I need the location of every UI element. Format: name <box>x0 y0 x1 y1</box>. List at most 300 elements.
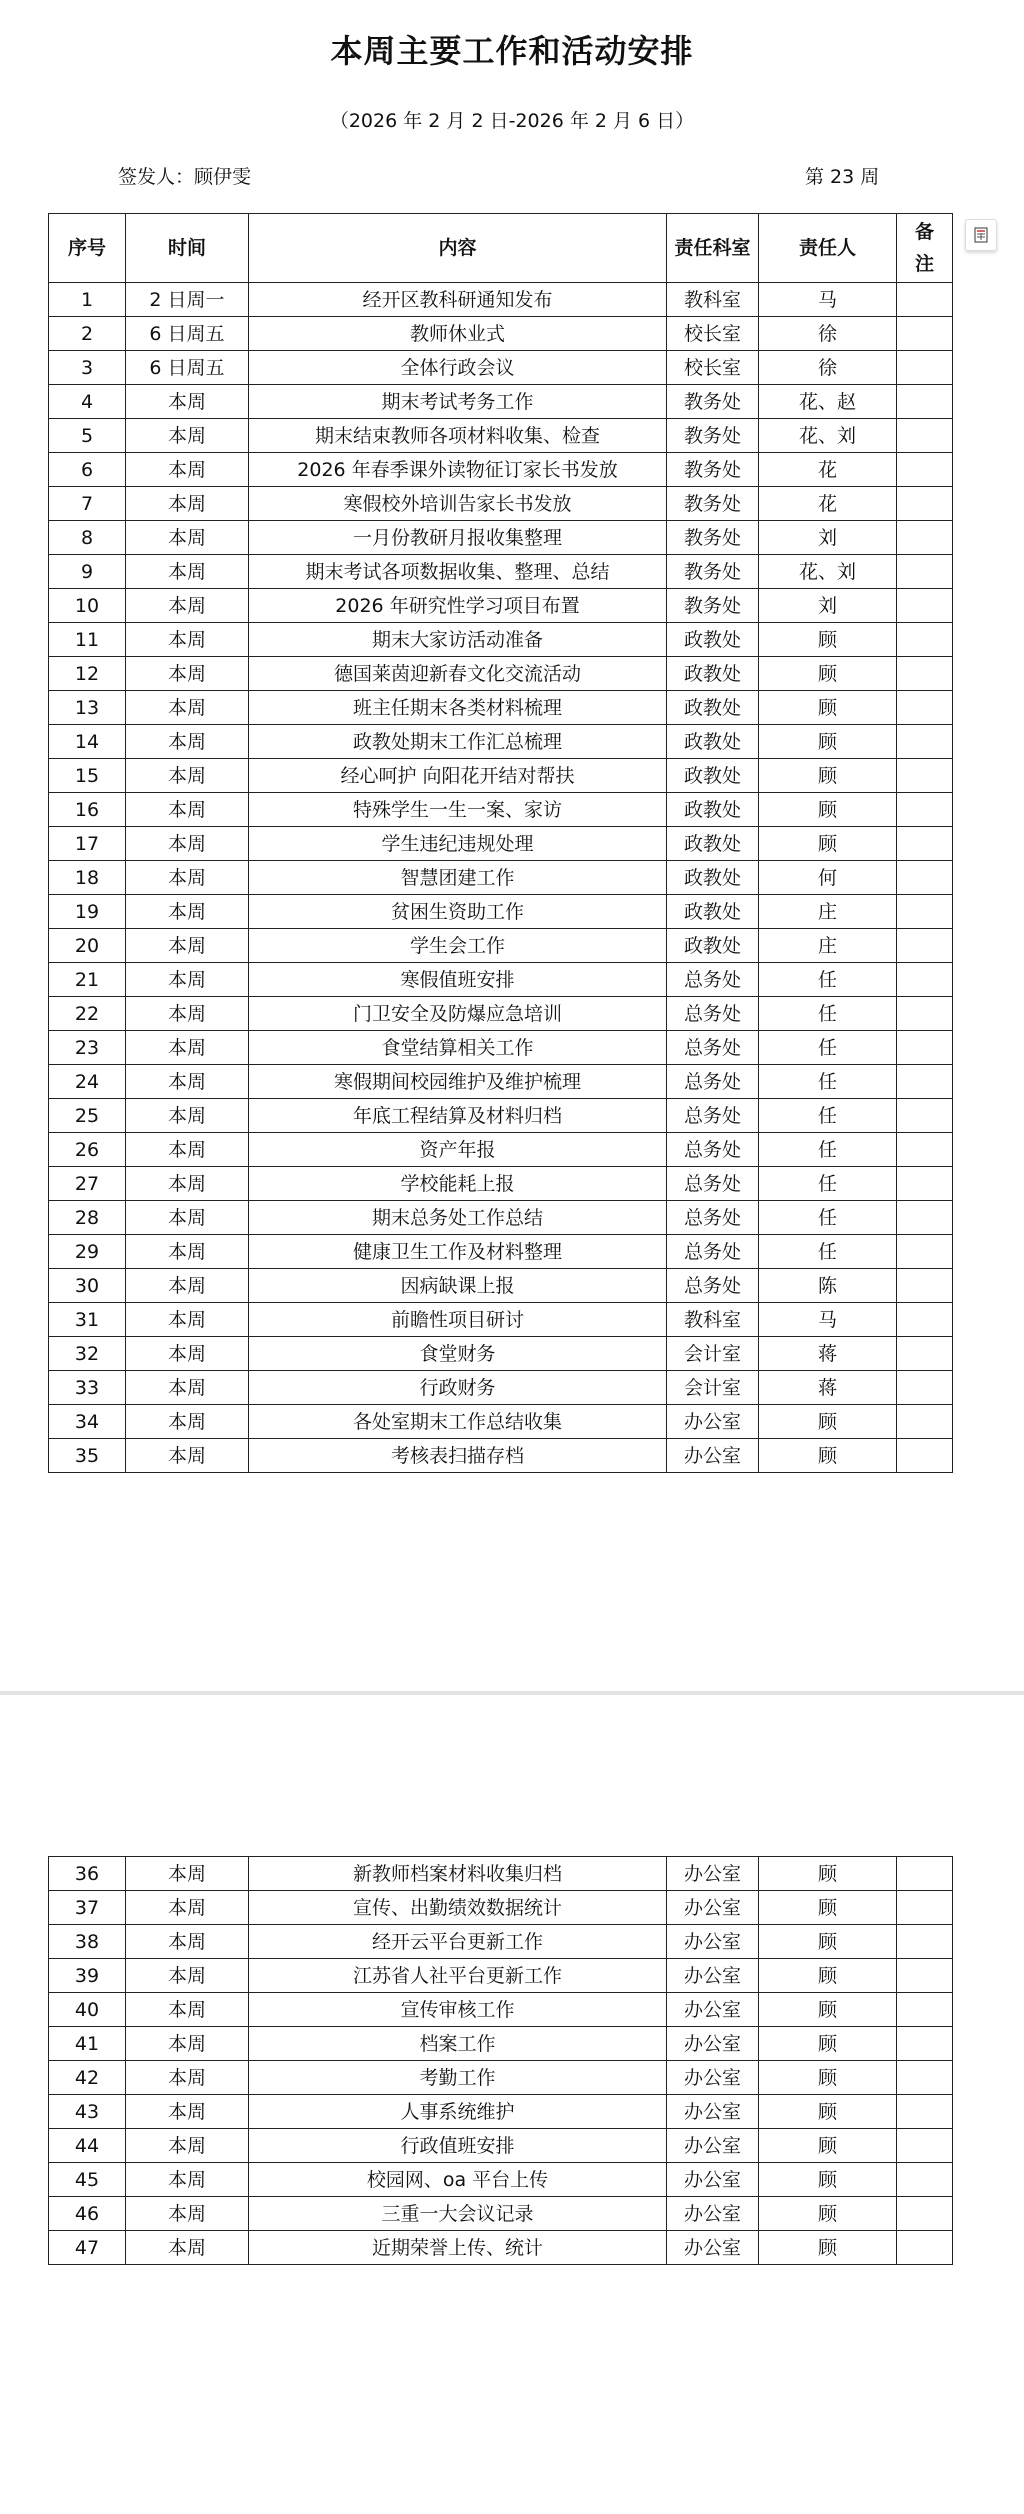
row-note <box>897 521 953 555</box>
row-number: 9 <box>49 555 126 589</box>
row-person: 顾 <box>759 691 897 725</box>
row-number: 26 <box>49 1133 126 1167</box>
row-time: 本周 <box>126 623 249 657</box>
row-number: 38 <box>49 1925 126 1959</box>
row-person: 何 <box>759 861 897 895</box>
row-content: 江苏省人社平台更新工作 <box>249 1959 667 1993</box>
row-number: 41 <box>49 2027 126 2061</box>
row-dept: 办公室 <box>667 1857 759 1891</box>
row-note <box>897 827 953 861</box>
row-content: 档案工作 <box>249 2027 667 2061</box>
row-content: 班主任期末各类材料梳理 <box>249 691 667 725</box>
table-row <box>49 2197 953 2231</box>
row-note <box>897 2095 953 2129</box>
row-time: 本周 <box>126 861 249 895</box>
week-number: 第 23 周 <box>805 166 880 188</box>
table-row <box>49 929 953 963</box>
row-time: 本周 <box>126 1031 249 1065</box>
row-number: 42 <box>49 2061 126 2095</box>
row-person: 任 <box>759 997 897 1031</box>
row-dept: 教务处 <box>667 589 759 623</box>
row-time: 本周 <box>126 691 249 725</box>
row-content: 全体行政会议 <box>249 351 667 385</box>
row-number: 25 <box>49 1099 126 1133</box>
row-person: 蒋 <box>759 1337 897 1371</box>
row-note <box>897 1235 953 1269</box>
table-row <box>49 2061 953 2095</box>
row-time: 本周 <box>126 2027 249 2061</box>
row-note <box>897 997 953 1031</box>
row-content: 人事系统维护 <box>249 2095 667 2129</box>
row-number: 20 <box>49 929 126 963</box>
row-person: 庄 <box>759 929 897 963</box>
row-person: 顾 <box>759 1925 897 1959</box>
row-number: 13 <box>49 691 126 725</box>
row-note <box>897 691 953 725</box>
row-content: 校园网、oa 平台上传 <box>249 2163 667 2197</box>
row-content: 政教处期末工作汇总梳理 <box>249 725 667 759</box>
row-dept: 总务处 <box>667 1031 759 1065</box>
row-content: 健康卫生工作及材料整理 <box>249 1235 667 1269</box>
row-content: 行政值班安排 <box>249 2129 667 2163</box>
row-note <box>897 1099 953 1133</box>
row-note <box>897 1405 953 1439</box>
row-content: 近期荣誉上传、统计 <box>249 2231 667 2265</box>
schedule-table <box>48 213 953 1473</box>
row-person: 花、刘 <box>759 555 897 589</box>
row-number: 6 <box>49 453 126 487</box>
row-content: 德国莱茵迎新春文化交流活动 <box>249 657 667 691</box>
schedule-table-continued <box>48 1856 953 2265</box>
row-dept: 总务处 <box>667 1065 759 1099</box>
page-break <box>0 1691 1024 1695</box>
row-number: 28 <box>49 1201 126 1235</box>
table-header-row <box>49 214 953 283</box>
row-time: 本周 <box>126 1405 249 1439</box>
row-time: 本周 <box>126 487 249 521</box>
table-row <box>49 827 953 861</box>
row-time: 本周 <box>126 725 249 759</box>
row-number: 10 <box>49 589 126 623</box>
row-number: 32 <box>49 1337 126 1371</box>
row-time: 6 日周五 <box>126 317 249 351</box>
row-number: 19 <box>49 895 126 929</box>
row-time: 本周 <box>126 1269 249 1303</box>
row-content: 食堂结算相关工作 <box>249 1031 667 1065</box>
row-content: 食堂财务 <box>249 1337 667 1371</box>
table-calculator-icon[interactable] <box>965 219 997 251</box>
row-number: 5 <box>49 419 126 453</box>
row-person: 顾 <box>759 827 897 861</box>
row-dept: 教务处 <box>667 419 759 453</box>
row-content: 经心呵护 向阳花开结对帮扶 <box>249 759 667 793</box>
row-dept: 总务处 <box>667 1269 759 1303</box>
row-time: 本周 <box>126 1857 249 1891</box>
table-row <box>49 1235 953 1269</box>
row-content: 宣传审核工作 <box>249 1993 667 2027</box>
row-note <box>897 1303 953 1337</box>
row-time: 本周 <box>126 453 249 487</box>
row-person: 顾 <box>759 1439 897 1473</box>
row-dept: 政教处 <box>667 895 759 929</box>
row-person: 任 <box>759 1031 897 1065</box>
row-person: 花 <box>759 487 897 521</box>
table-row <box>49 1891 953 1925</box>
row-number: 40 <box>49 1993 126 2027</box>
row-dept: 政教处 <box>667 725 759 759</box>
row-dept: 教务处 <box>667 453 759 487</box>
row-note <box>897 2231 953 2265</box>
row-number: 12 <box>49 657 126 691</box>
row-person: 顾 <box>759 2129 897 2163</box>
row-time: 本周 <box>126 521 249 555</box>
row-number: 3 <box>49 351 126 385</box>
row-note <box>897 1857 953 1891</box>
row-dept: 政教处 <box>667 623 759 657</box>
row-number: 22 <box>49 997 126 1031</box>
signer: 签发人：顾伊雯 <box>118 166 252 188</box>
row-person: 顾 <box>759 2027 897 2061</box>
row-person: 任 <box>759 1099 897 1133</box>
row-person: 顾 <box>759 623 897 657</box>
row-content: 期末总务处工作总结 <box>249 1201 667 1235</box>
row-number: 8 <box>49 521 126 555</box>
table-row <box>49 2231 953 2265</box>
row-person: 顾 <box>759 2231 897 2265</box>
row-number: 39 <box>49 1959 126 1993</box>
row-note <box>897 589 953 623</box>
row-number: 45 <box>49 2163 126 2197</box>
row-time: 本周 <box>126 555 249 589</box>
row-dept: 教务处 <box>667 555 759 589</box>
row-note <box>897 555 953 589</box>
row-number: 24 <box>49 1065 126 1099</box>
row-person: 顾 <box>759 2061 897 2095</box>
row-dept: 教务处 <box>667 487 759 521</box>
row-content: 行政财务 <box>249 1371 667 1405</box>
row-number: 46 <box>49 2197 126 2231</box>
table-row <box>49 1269 953 1303</box>
row-number: 27 <box>49 1167 126 1201</box>
table-row <box>49 1303 953 1337</box>
row-person: 花、刘 <box>759 419 897 453</box>
row-content: 经开区教科研通知发布 <box>249 283 667 317</box>
table-row <box>49 1065 953 1099</box>
row-time: 本周 <box>126 1993 249 2027</box>
row-content: 2026 年研究性学习项目布置 <box>249 589 667 623</box>
row-person: 顾 <box>759 1857 897 1891</box>
row-number: 29 <box>49 1235 126 1269</box>
table-row <box>49 2129 953 2163</box>
table-row <box>49 1405 953 1439</box>
row-time: 2 日周一 <box>126 283 249 317</box>
row-dept: 办公室 <box>667 2231 759 2265</box>
row-content: 贫困生资助工作 <box>249 895 667 929</box>
row-note <box>897 453 953 487</box>
table-row <box>49 385 953 419</box>
row-person: 庄 <box>759 895 897 929</box>
row-number: 15 <box>49 759 126 793</box>
row-number: 16 <box>49 793 126 827</box>
row-content: 门卫安全及防爆应急培训 <box>249 997 667 1031</box>
row-dept: 办公室 <box>667 1959 759 1993</box>
row-note <box>897 487 953 521</box>
row-time: 6 日周五 <box>126 351 249 385</box>
row-person: 顾 <box>759 1891 897 1925</box>
row-number: 37 <box>49 1891 126 1925</box>
row-dept: 校长室 <box>667 351 759 385</box>
table-row <box>49 963 953 997</box>
row-time: 本周 <box>126 385 249 419</box>
row-person: 任 <box>759 1065 897 1099</box>
table-row <box>49 1031 953 1065</box>
row-note <box>897 2197 953 2231</box>
row-content: 资产年报 <box>249 1133 667 1167</box>
row-number: 7 <box>49 487 126 521</box>
row-time: 本周 <box>126 1303 249 1337</box>
row-time: 本周 <box>126 1337 249 1371</box>
row-number: 43 <box>49 2095 126 2129</box>
row-time: 本周 <box>126 1065 249 1099</box>
table-row <box>49 487 953 521</box>
row-person: 任 <box>759 1235 897 1269</box>
row-content: 经开云平台更新工作 <box>249 1925 667 1959</box>
row-dept: 总务处 <box>667 1167 759 1201</box>
row-content: 年底工程结算及材料归档 <box>249 1099 667 1133</box>
row-time: 本周 <box>126 1133 249 1167</box>
row-person: 任 <box>759 1167 897 1201</box>
row-content: 新教师档案材料收集归档 <box>249 1857 667 1891</box>
table-row <box>49 351 953 385</box>
table-row <box>49 1337 953 1371</box>
row-content: 特殊学生一生一案、家访 <box>249 793 667 827</box>
table-row <box>49 759 953 793</box>
table-row <box>49 419 953 453</box>
date-range: （2026 年 2 月 2 日-2026 年 2 月 6 日） <box>329 110 695 132</box>
row-time: 本周 <box>126 1099 249 1133</box>
row-note <box>897 1133 953 1167</box>
row-content: 一月份教研月报收集整理 <box>249 521 667 555</box>
row-note <box>897 963 953 997</box>
row-time: 本周 <box>126 1439 249 1473</box>
row-time: 本周 <box>126 2163 249 2197</box>
row-person: 花 <box>759 453 897 487</box>
row-number: 14 <box>49 725 126 759</box>
row-time: 本周 <box>126 589 249 623</box>
table-row <box>49 793 953 827</box>
row-person: 顾 <box>759 2163 897 2197</box>
row-number: 21 <box>49 963 126 997</box>
row-note <box>897 1167 953 1201</box>
row-number: 23 <box>49 1031 126 1065</box>
table-row <box>49 1371 953 1405</box>
row-number: 1 <box>49 283 126 317</box>
table-row <box>49 997 953 1031</box>
row-time: 本周 <box>126 2197 249 2231</box>
row-content: 因病缺课上报 <box>249 1269 667 1303</box>
table-row <box>49 895 953 929</box>
row-time: 本周 <box>126 929 249 963</box>
row-note <box>897 1891 953 1925</box>
row-number: 35 <box>49 1439 126 1473</box>
row-number: 36 <box>49 1857 126 1891</box>
row-dept: 办公室 <box>667 1925 759 1959</box>
row-content: 学校能耗上报 <box>249 1167 667 1201</box>
row-content: 期末大家访活动准备 <box>249 623 667 657</box>
row-dept: 总务处 <box>667 963 759 997</box>
row-time: 本周 <box>126 963 249 997</box>
row-dept: 校长室 <box>667 317 759 351</box>
row-time: 本周 <box>126 1925 249 1959</box>
row-person: 蒋 <box>759 1371 897 1405</box>
table-row <box>49 317 953 351</box>
row-note <box>897 759 953 793</box>
row-content: 2026 年春季课外读物征订家长书发放 <box>249 453 667 487</box>
row-note <box>897 793 953 827</box>
table-row <box>49 1993 953 2027</box>
row-dept: 会计室 <box>667 1371 759 1405</box>
row-person: 顾 <box>759 725 897 759</box>
row-note <box>897 861 953 895</box>
row-note <box>897 2129 953 2163</box>
row-note <box>897 2027 953 2061</box>
table-row <box>49 1439 953 1473</box>
row-dept: 办公室 <box>667 2061 759 2095</box>
row-time: 本周 <box>126 2231 249 2265</box>
row-time: 本周 <box>126 997 249 1031</box>
row-person: 徐 <box>759 317 897 351</box>
row-content: 期末考试考务工作 <box>249 385 667 419</box>
row-person: 顾 <box>759 657 897 691</box>
row-dept: 总务处 <box>667 997 759 1031</box>
row-note <box>897 317 953 351</box>
row-dept: 总务处 <box>667 1133 759 1167</box>
row-dept: 政教处 <box>667 657 759 691</box>
row-person: 任 <box>759 963 897 997</box>
row-note <box>897 895 953 929</box>
row-note <box>897 1439 953 1473</box>
row-dept: 政教处 <box>667 861 759 895</box>
row-person: 顾 <box>759 793 897 827</box>
row-content: 期末考试各项数据收集、整理、总结 <box>249 555 667 589</box>
row-content: 寒假校外培训告家长书发放 <box>249 487 667 521</box>
row-time: 本周 <box>126 1201 249 1235</box>
row-content: 期末结束教师各项材料收集、检查 <box>249 419 667 453</box>
header-content: 内容 <box>249 214 667 283</box>
row-content: 前瞻性项目研讨 <box>249 1303 667 1337</box>
row-person: 顾 <box>759 2095 897 2129</box>
row-person: 顾 <box>759 1405 897 1439</box>
row-time: 本周 <box>126 1235 249 1269</box>
row-number: 47 <box>49 2231 126 2265</box>
row-note <box>897 351 953 385</box>
table-row <box>49 861 953 895</box>
row-person: 任 <box>759 1201 897 1235</box>
row-number: 33 <box>49 1371 126 1405</box>
row-time: 本周 <box>126 895 249 929</box>
table-row <box>49 2095 953 2129</box>
row-content: 学生会工作 <box>249 929 667 963</box>
row-dept: 办公室 <box>667 1993 759 2027</box>
row-note <box>897 283 953 317</box>
table-row <box>49 589 953 623</box>
row-time: 本周 <box>126 657 249 691</box>
row-person: 徐 <box>759 351 897 385</box>
row-person: 顾 <box>759 1959 897 1993</box>
row-note <box>897 1371 953 1405</box>
row-content: 寒假值班安排 <box>249 963 667 997</box>
header-time: 时间 <box>126 214 249 283</box>
row-dept: 教科室 <box>667 283 759 317</box>
row-content: 考勤工作 <box>249 2061 667 2095</box>
header-person: 责任人 <box>759 214 897 283</box>
row-note <box>897 1925 953 1959</box>
row-content: 各处室期末工作总结收集 <box>249 1405 667 1439</box>
table-row <box>49 1167 953 1201</box>
row-content: 三重一大会议记录 <box>249 2197 667 2231</box>
row-number: 18 <box>49 861 126 895</box>
row-person: 顾 <box>759 2197 897 2231</box>
row-person: 顾 <box>759 759 897 793</box>
row-note <box>897 2163 953 2197</box>
table-row <box>49 657 953 691</box>
row-time: 本周 <box>126 1167 249 1201</box>
row-note <box>897 1065 953 1099</box>
table-row <box>49 691 953 725</box>
row-person: 陈 <box>759 1269 897 1303</box>
table-row <box>49 521 953 555</box>
row-number: 4 <box>49 385 126 419</box>
row-number: 11 <box>49 623 126 657</box>
row-dept: 办公室 <box>667 1891 759 1925</box>
table-row <box>49 1133 953 1167</box>
row-dept: 总务处 <box>667 1235 759 1269</box>
table-row <box>49 453 953 487</box>
row-dept: 会计室 <box>667 1337 759 1371</box>
header-no: 序号 <box>49 214 126 283</box>
row-number: 44 <box>49 2129 126 2163</box>
row-time: 本周 <box>126 759 249 793</box>
row-time: 本周 <box>126 2095 249 2129</box>
row-note <box>897 623 953 657</box>
row-note <box>897 657 953 691</box>
row-note <box>897 1201 953 1235</box>
row-dept: 办公室 <box>667 2129 759 2163</box>
row-dept: 教科室 <box>667 1303 759 1337</box>
table-row <box>49 2163 953 2197</box>
table-row <box>49 2027 953 2061</box>
row-dept: 总务处 <box>667 1201 759 1235</box>
row-dept: 政教处 <box>667 793 759 827</box>
row-dept: 教务处 <box>667 385 759 419</box>
row-number: 2 <box>49 317 126 351</box>
row-time: 本周 <box>126 827 249 861</box>
row-number: 17 <box>49 827 126 861</box>
row-person: 马 <box>759 283 897 317</box>
row-time: 本周 <box>126 793 249 827</box>
row-dept: 办公室 <box>667 1439 759 1473</box>
row-note <box>897 1959 953 1993</box>
table-row <box>49 1099 953 1133</box>
row-time: 本周 <box>126 1959 249 1993</box>
row-dept: 办公室 <box>667 1405 759 1439</box>
row-content: 智慧团建工作 <box>249 861 667 895</box>
row-note <box>897 419 953 453</box>
table-row <box>49 1959 953 1993</box>
row-dept: 办公室 <box>667 2095 759 2129</box>
row-dept: 教务处 <box>667 521 759 555</box>
row-note <box>897 1269 953 1303</box>
